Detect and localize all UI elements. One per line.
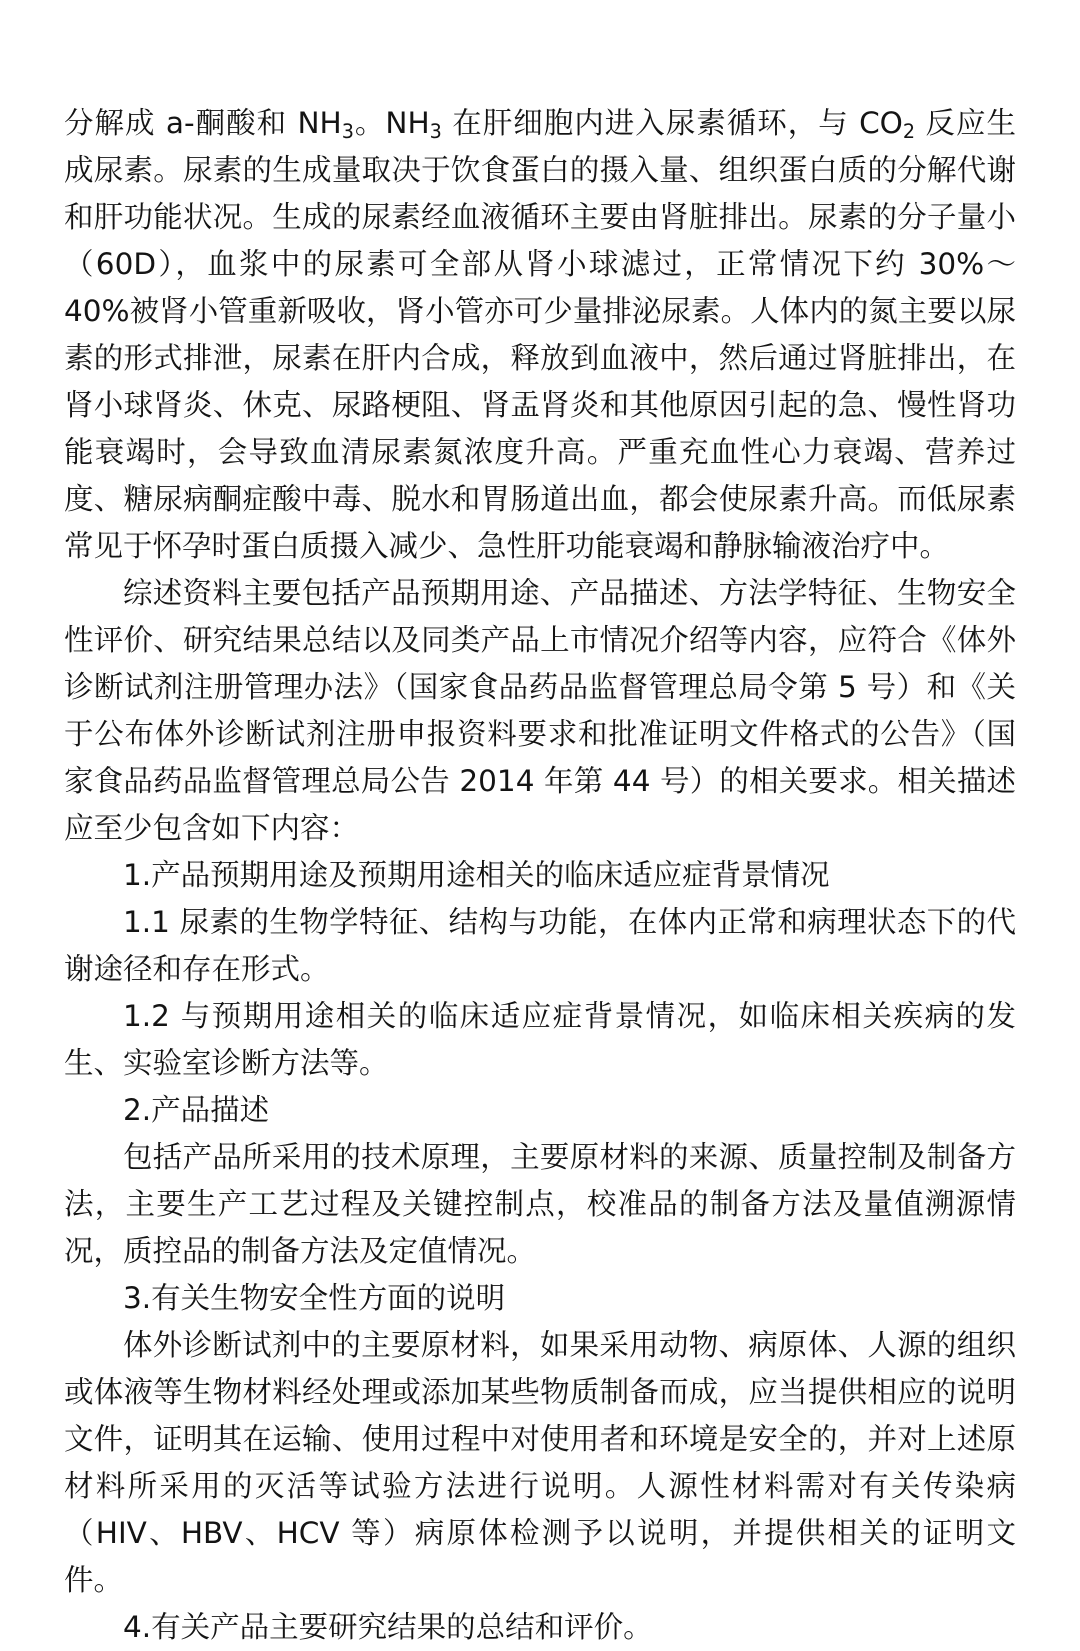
- heading-research-summary: 4.有关产品主要研究结果的总结和评价。: [123, 1610, 653, 1644]
- heading-intended-use: 1.产品预期用途及预期用途相关的临床适应症背景情况: [123, 858, 830, 892]
- document-page: [64, 100, 1016, 1651]
- subscript: 3: [341, 119, 354, 143]
- heading-product-description: 2.产品描述: [123, 1093, 270, 1127]
- paragraph-urea-metabolism: [64, 100, 1016, 570]
- paragraph-product-description: 包括产品所采用的技术原理，主要原材料的来源、质量控制及制备方法，主要生产工艺过程及关键控制点，校准品的制备方法及量值溯源情况，质控品的制备方法及定值情况。: [64, 1140, 1016, 1268]
- paragraph-biosafety: 体外诊断试剂中的主要原材料，如果采用动物、病原体、人源的组织或体液等生物材料经处理或添加某些物质制备而成，应当提供相应的说明文件，证明其在运输、使用过程中对使用者和环境是安全的，并对上述原材料所采用的灭活等试验方法进行说明。人源性材料需对有关传染病（HIV、HBV、HCV 等）病原体检测予以说明，并提供相关的证明文件。: [64, 1328, 1016, 1597]
- item-1-2: 1.2 与预期用途相关的临床适应症背景情况，如临床相关疾病的发生、实验室诊断方法等。: [64, 999, 1016, 1080]
- text-span: 反应生成尿素。尿素的生成量取决于饮食蛋白的摄入量、组织蛋白质的分解代谢和肝功能状况。生成的尿素经血液循环主要由肾脏排出。尿素的分子量小（60D），血浆中的尿素可全部从肾小球滤过，正常情况下约 30%～40%被肾小管重新吸收，肾小管亦可少量排泌尿素。人体内的氮主要以尿素的形式排泄，尿素在肝内合成，释放到血液中，然后通过肾脏排出，在肾小球肾炎、休克、尿路梗阻、肾盂肾炎和其他原因引起的急、慢性肾功能衰竭时，会导致血清尿素氮浓度升高。严重充血性心力衰竭、营养过度、糖尿病酮症酸中毒、脱水和胃肠道出血，都会使尿素升高。而低尿素常见于怀孕时蛋白质摄入减少、急性肝功能衰竭和静脉输液治疗中。: [64, 106, 1016, 563]
- subscript: 3: [429, 119, 442, 143]
- text-span: 在肝细胞内进入尿素循环，与 CO: [441, 106, 903, 140]
- subscript: 2: [902, 119, 916, 143]
- item-1-1: 1.1 尿素的生物学特征、结构与功能，在体内正常和病理状态下的代谢途径和存在形式。: [64, 905, 1016, 986]
- text-span: 。NH: [353, 106, 430, 140]
- text-span: 分解成 a-酮酸和 NH: [64, 106, 342, 140]
- heading-biosafety: 3.有关生物安全性方面的说明: [123, 1281, 506, 1315]
- paragraph-summary-requirements: 综述资料主要包括产品预期用途、产品描述、方法学特征、生物安全性评价、研究结果总结以及同类产品上市情况介绍等内容，应符合《体外诊断试剂注册管理办法》（国家食品药品监督管理总局令第 5 号）和《关于公布体外诊断试剂注册申报资料要求和批准证明文件格式的公告》（国家食品药品监督管理总局公告 2014 年第 44 号）的相关要求。相关描述应至少包含如下内容：: [64, 576, 1016, 845]
